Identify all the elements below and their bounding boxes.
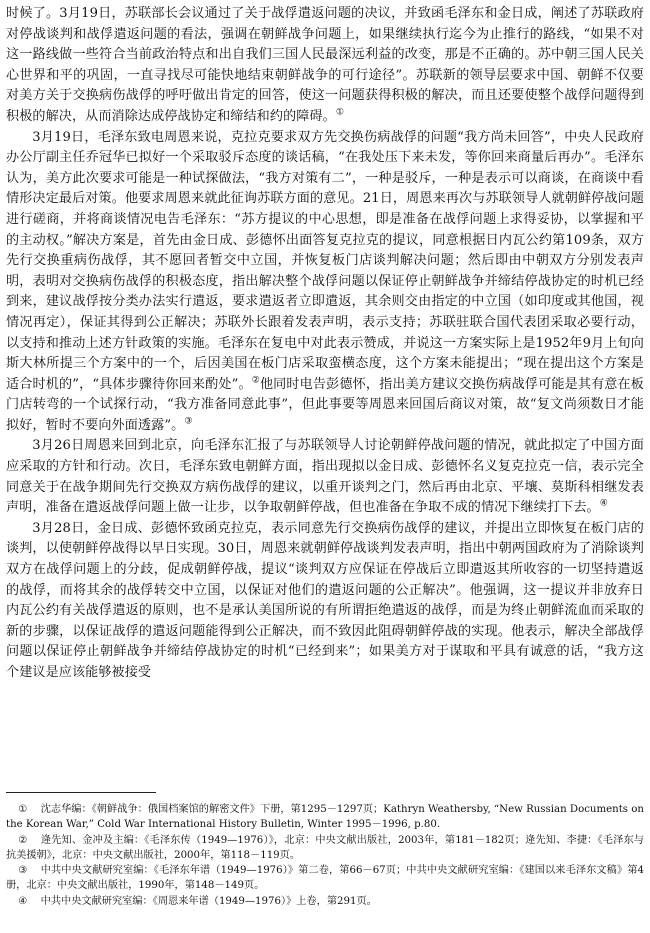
footnote-4: ④ 中共中央文献研究室编：《周恩来年谱（1949—1976）》上卷，第291页。 xyxy=(6,894,644,909)
footnote-ref-3[interactable]: ③ xyxy=(184,416,193,427)
paragraph-2: 3月19日，毛泽东致电周恩来说，克拉克要求双方先交换伤病战俘的问题“我方尚未回答”，中央人民政府办公厅副主任乔冠华已拟好一个采取驳斥态度的谈话稿，“在我处压下来未发，等你回来商量后再办”。毛泽东认为，美方此次要求可能是一种试探做法，“我方对策有二”，一种是驳斥，一种是表示可以商谈，在商谈中看情形决定最后对策。他要求周恩来就此征询苏联方面的意见。21日，周恩来再次与苏联领导人就朝鲜停战问题进行磋商，并将商谈情况电告毛泽东：“苏方提议的中心思想，即是准备在战俘问题上求得妥协，以掌握和平的主动权。”解决方案是，首先由金日成、彭德怀出面答复克拉克的提议，同意根据日内瓦公约第109条，双方先行交换重病伤战俘，其不愿回者暂交中立国，并恢复板门店谈判解决问题；然后即由中朝双方分别发表声明，表明对交换病伤战俘的积极态度，指出解决整个战俘问题以保证停止朝鲜战争并缔结停战协定的时机已经到来，建议战俘按分类办法实行遣返，要求遣返者立即遣返，其余则交由指定的中立国（如印度或其他国，视情况再定），保证其得到公正解决；苏联外长跟着发表声明，表示支持；苏联驻联合国代表团采取必要行动，以支持和推动上述方针政策的实施。毛泽东在复电中对此表示赞成，并说这一方案实际上是1952年9月上旬向斯大林所提三个方案中的一个，后因美国在板门店采取蛮横态度，这个方案未能提出；“现在提出这个方案是适合时机的”，“具体步骤待你回来酌处”。②他同时电告彭德怀，指出美方建议交换伤病战俘可能是其有意在板门店转弯的一个试探行动，“我方准备同意此事”，但此事要等周恩来回国后商议对策，故“复文尚须数日才能拟好，暂时不要向外面透露”。③ xyxy=(6,129,644,433)
footnote-1: ① 沈志华编：《朝鲜战争：俄国档案馆的解密文件》下册，第1295－1297页；Kathryn Weathersby, “New Russian Documents on the Korean War,” Cold War International History Bulletin, Winter 1995－1996, p.80. xyxy=(6,804,644,831)
paragraph-1: 时候了。3月19日，苏联部长会议通过了关于战俘遣返问题的决议，并致函毛泽东和金日成，阐述了苏联政府对停战谈判和战俘遣返问题的看法，强调在朝鲜战争问题上，如果继续执行迄今为止推行的路线，“如果不对这一路线做一些符合当前政治特点和出自我们三国人民最深远利益的改变，那是不正确的。苏中朝三国人民关心世界和平的巩固，一直寻找尽可能快地结束朝鲜战争的可行途径”。苏联新的领导层要求中国、朝鲜不仅要对美方关于交换病伤战俘的呼吁做出肯定的回答，使这一问题获得积极的解决，而且还要使整个战俘问题得到积极的解决，从而消除达成停战协定和缔结和约的障碍。① xyxy=(6,6,644,124)
footnote-mark: ① xyxy=(18,804,28,815)
paragraph-4: 3月28日，金日成、彭德怀致函克拉克，表示同意先行交换病伤战俘的建议，并提出立即恢复在板门店的谈判，以使朝鲜停战得以早日实现。30日，周恩来就朝鲜停战谈判发表声明，指出中朝两国政府为了消除谈判双方在战俘问题上的分歧，促成朝鲜停战，提议“谈判双方应保证在停战后立即遣返其所收容的一切坚持遣返的战俘，而将其余的战俘转交中立国，以保证对他们的遣返问题的公正解决”。他强调，这一提议并非放弃日内瓦公约有关战俘遣返的原则，也不是承认美国所说的有所谓拒绝遣返的战俘，而是为终止朝鲜流血而采取的新的步骤，以保证战俘的遣返问题能得到公正解决，而不致因此阻碍朝鲜停战的实现。他表示，解决全部战俘问题以保证停止朝鲜战争并缔结停战协定的时机“已经到来”；如果美方对于谋取和平具有诚意的话，“我方这个建议是应该能够被接受 xyxy=(6,520,644,680)
footnotes xyxy=(6,802,644,909)
footnote-ref-1[interactable]: ① xyxy=(335,107,345,118)
body-text xyxy=(6,4,644,684)
footnote-divider xyxy=(6,792,156,793)
footnote-ref-4[interactable]: ④ xyxy=(599,498,608,509)
footnote-2: ② 逄先知、金冲及主编：《毛泽东传（1949—1976）》，北京：中央文献出版社，2003年，第181－182页；逄先知、李捷：《毛泽东与抗美援朝》，北京：中央文献出版社，2000年，第118－119页。 xyxy=(6,834,644,861)
paragraph-3: 3月26日周恩来回到北京，向毛泽东汇报了与苏联领导人讨论朝鲜停战问题的情况，就此拟定了中国方面应采取的方针和行动。次日，毛泽东致电朝鲜方面，指出现拟以金日成、彭德怀名义复克拉克一信，表示完全同意关于在战争期间先行交换双方病伤战俘的建议，以重开谈判之门，然后再由北京、平壤、莫斯科相继发表声明，准备在遣返战俘问题上做一让步，以争取朝鲜停战，但也准备在争取不成的情况下继续打下去。④ xyxy=(6,438,644,516)
footnote-3: ③ 中共中央文献研究室编：《毛泽东年谱（1949—1976）》第二卷，第66－67页；中共中央文献研究室编：《建国以来毛泽东文稿》第4册，北京：中央文献出版社，1990年，第148－149页。 xyxy=(6,865,644,892)
footnote-mark: ④ xyxy=(18,895,28,907)
footnote-mark: ② xyxy=(18,834,28,846)
footnote-mark: ③ xyxy=(18,865,28,877)
footnote-ref-2[interactable]: ② xyxy=(251,375,260,386)
